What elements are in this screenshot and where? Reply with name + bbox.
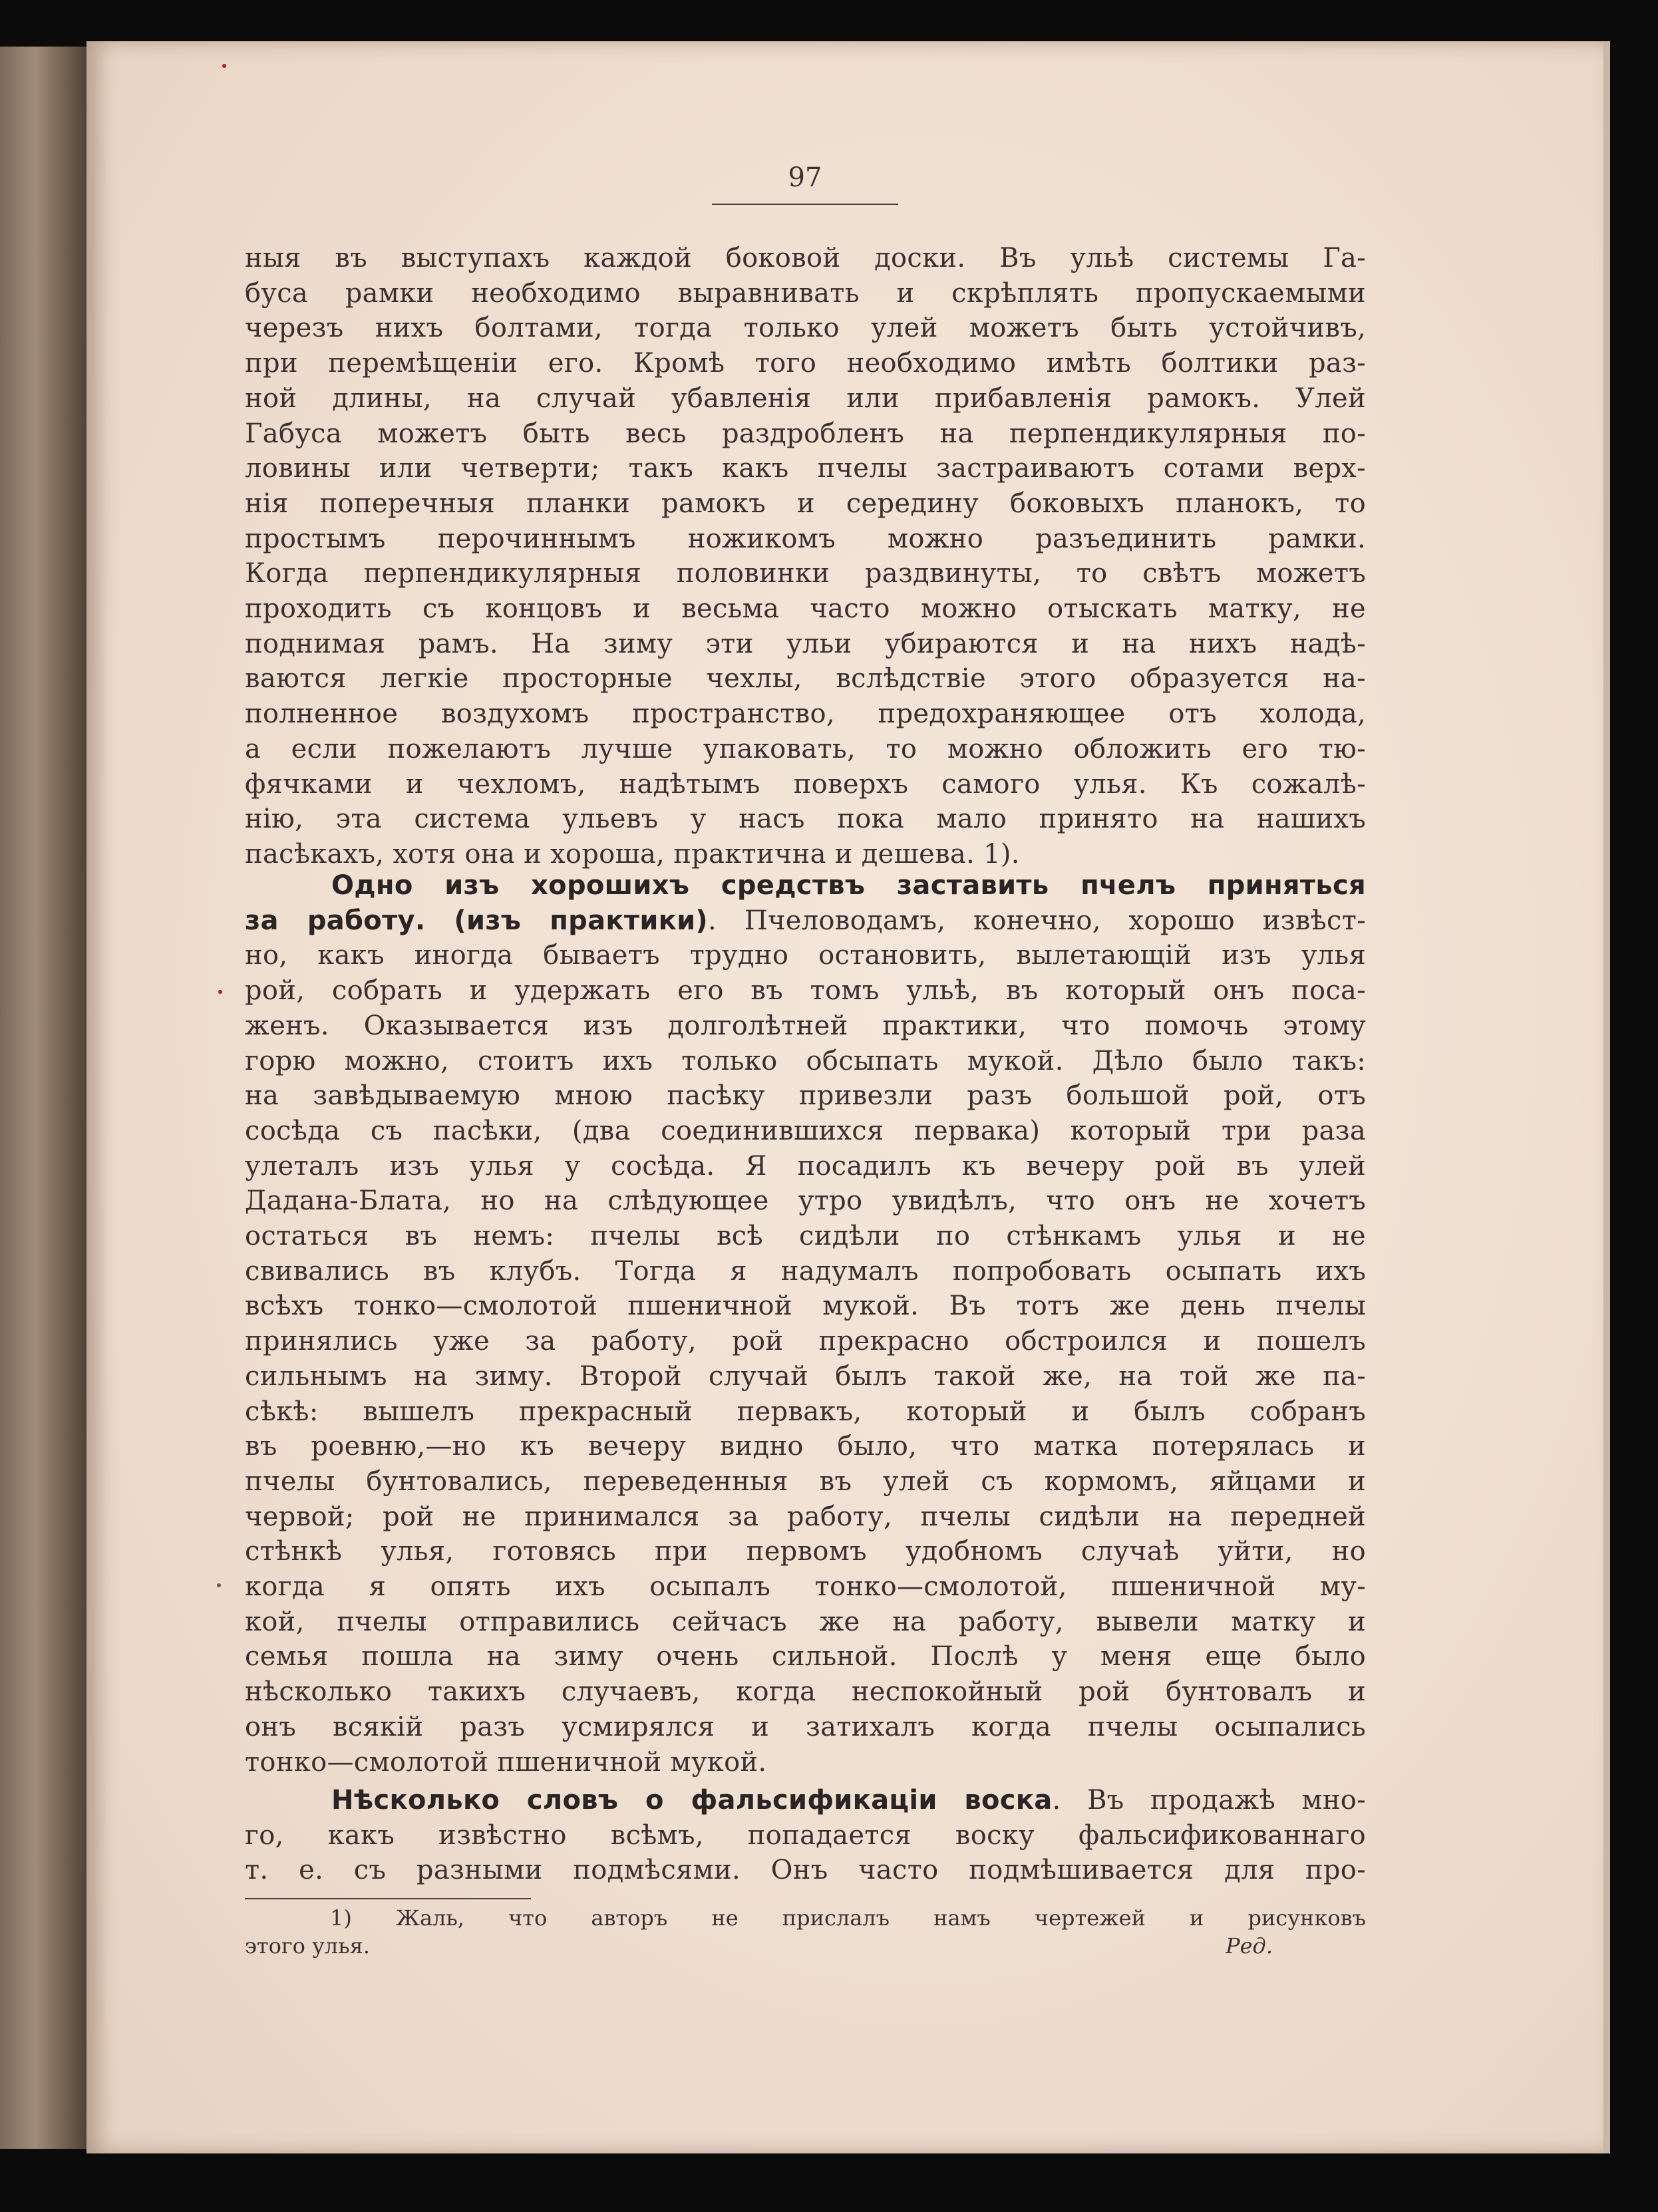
paragraph-line: свивались въ клубъ. Тогда я надумалъ попробовать осыпать ихъ [245, 1255, 1366, 1287]
section-heading: Нѣсколько словъ о фальсификаціи воска [331, 1785, 1053, 1816]
paragraph-line: при перемѣщеніи его. Кромѣ того необходимо имѣть болтики раз- [245, 348, 1366, 379]
paragraph-line: нія поперечныя планки рамокъ и середину боковыхъ планокъ, то [245, 488, 1366, 519]
paragraph-line: ловины или четверти; такъ какъ пчелы застраиваютъ сотами верх- [245, 453, 1366, 484]
paragraph-heading-line [245, 868, 1366, 903]
paragraph-body [245, 1818, 1366, 1888]
paragraph-gabus-hive [245, 241, 1366, 872]
page-number: 97 [788, 162, 822, 193]
paragraph-line: поднимая рамъ. На зиму эти ульи убираются и на нихъ надѣ- [245, 628, 1366, 659]
paragraph-line: черезъ нихъ болтами, тогда только улей можетъ быть устойчивъ, [245, 313, 1366, 344]
paragraph-line: рой, собрать и удержать его въ томъ ульѣ, въ который онъ поса- [245, 975, 1366, 1007]
paragraph-line: ной длины, на случай убавленія или прибавленія рамокъ. Улей [245, 383, 1366, 414]
ink-speck [218, 990, 222, 994]
section-heading-continued: за работу. (изъ практики) [245, 905, 709, 936]
paragraph-line: но, какъ иногда бываетъ трудно остановить, вылетающій изъ улья [245, 940, 1366, 971]
editor-signature: Ред. [1226, 1933, 1273, 1959]
paragraph-line: принялись уже за работу, рой прекрасно обстроился и пошелъ [245, 1326, 1366, 1357]
footnote-rule [245, 1898, 531, 1899]
paragraph-body [245, 938, 1366, 1780]
paragraph-line: буса рамки необходимо выравнивать и скрѣплять пропускаемыми [245, 277, 1366, 309]
paragraph-line: на завѣдываемую мною пасѣку привезли разъ большой рой, отъ [245, 1080, 1366, 1112]
paragraph-line: въ роевню,—но къ вечеру видно было, что матка потерялась и [245, 1431, 1366, 1462]
paragraph-text: . Пчеловодамъ, конечно, хорошо извѣст- [708, 905, 1366, 936]
paragraph-line: простымъ перочиннымъ ножикомъ можно разъединить рамки. [245, 523, 1366, 554]
paragraph-line: семья пошла на зиму очень сильной. Послѣ у меня еще было [245, 1641, 1366, 1672]
paragraph-line: т. е. съ разными подмѣсями. Онъ часто подмѣшивается для про- [245, 1855, 1366, 1886]
footnote-text-continued [245, 1932, 1366, 1960]
paragraph-line: полненное воздухомъ пространство, предохраняющее отъ холода, [245, 699, 1366, 730]
page-edge [1603, 41, 1610, 2153]
paragraph-line: а если пожелаютъ лучше упаковать, то можно обложить его тю- [245, 733, 1366, 764]
paragraph-line: сильнымъ на зиму. Второй случай былъ такой же, на той же па- [245, 1360, 1366, 1392]
paragraph-wax-falsification [245, 1783, 1366, 1888]
page-number-rule [712, 204, 898, 205]
paragraph-line: червой; рой не принимался за работу, пчелы сидѣли на передней [245, 1501, 1366, 1532]
paragraph-line: остаться въ немъ: пчелы всѣ сидѣли по стѣнкамъ улья и не [245, 1221, 1366, 1252]
book-spine [0, 47, 100, 2149]
ink-speck [222, 64, 226, 68]
footnote-text: 1) Жаль, что авторъ не прислалъ намъ чертежей и рисунковъ [330, 1905, 1366, 1931]
paragraph-line: онъ всякій разъ усмирялся и затихалъ когда пчелы осыпались [245, 1711, 1366, 1742]
paragraph-line: улеталъ изъ улья у сосѣда. Я посадилъ къ вечеру рой въ улей [245, 1150, 1366, 1182]
paragraph-line [245, 903, 1366, 939]
paragraph-line: ныя въ выступахъ каждой боковой доски. Въ ульѣ системы Га- [245, 243, 1366, 273]
footnote [245, 1904, 1366, 1960]
paragraph-line: Габуса можетъ быть весь раздробленъ на перпендикулярныя по- [245, 418, 1366, 449]
footnote-text-end: этого улья. [245, 1933, 371, 1959]
paragraph-line: го, какъ извѣстно всѣмъ, попадается воску фальсификованнаго [245, 1819, 1366, 1851]
paragraph-text: . Въ продажѣ мно- [1052, 1785, 1366, 1816]
paragraph-line: нію, эта система ульевъ у насъ пока мало принято на нашихъ [245, 804, 1366, 835]
paragraph-line: нѣсколько такихъ случаевъ, когда неспокойный рой бунтовалъ и [245, 1676, 1366, 1708]
paragraph-line: проходить съ концовъ и весьма часто можно отыскать матку, не [245, 593, 1366, 625]
paragraph-line: сѣкѣ: вышелъ прекрасный первакъ, который и былъ собранъ [245, 1396, 1366, 1427]
paragraph-line: Когда перпендикулярныя половинки раздвинуты, то свѣтъ можетъ [245, 558, 1366, 589]
paragraph-line: кой, пчелы отправились сейчасъ же на работу, вывели матку и [245, 1606, 1366, 1637]
paragraph-heading-line [245, 1783, 1366, 1818]
paragraph-line: Дадана-Блата, но на слѣдующее утро увидѣлъ, что онъ не хочетъ [245, 1185, 1366, 1217]
paragraph-line: всѣхъ тонко—смолотой пшеничной мукой. Въ тотъ же день пчелы [245, 1291, 1366, 1322]
paragraph-swarm-flour [245, 868, 1366, 1780]
paragraph-line: тонко—смолотой пшеничной мукой. [245, 1746, 767, 1778]
paragraph-line: фячками и чехломъ, надѣтымъ поверхъ самого улья. Къ сожалѣ- [245, 768, 1366, 800]
paragraph-line: пасѣкахъ, хотя она и хороша, практична и дешева. 1). [245, 838, 1020, 869]
paragraph-line: сосѣда съ пасѣки, (два соединившихся первака) который три раза [245, 1115, 1366, 1146]
ink-speck [217, 1583, 221, 1587]
paragraph-line: горю можно, стоитъ ихъ только обсыпать мукой. Дѣло было такъ: [245, 1045, 1366, 1076]
paragraph-line: ваются легкіе просторные чехлы, вслѣдствіе этого образуется на- [245, 663, 1366, 695]
paragraph-line: женъ. Оказывается изъ долголѣтней практики, что помочь этому [245, 1010, 1366, 1041]
paragraph-line: когда я опять ихъ осыпалъ тонко—смолотой, пшеничной му- [245, 1571, 1366, 1603]
paragraph-line: стѣнкѣ улья, готовясь при первомъ удобномъ случаѣ уйти, но [245, 1536, 1366, 1567]
section-heading: Одно изъ хорошихъ средствъ заставить пчелъ приняться [331, 870, 1366, 901]
paragraph-line: пчелы бунтовались, переведенныя въ улей съ кормомъ, яйцами и [245, 1466, 1366, 1497]
